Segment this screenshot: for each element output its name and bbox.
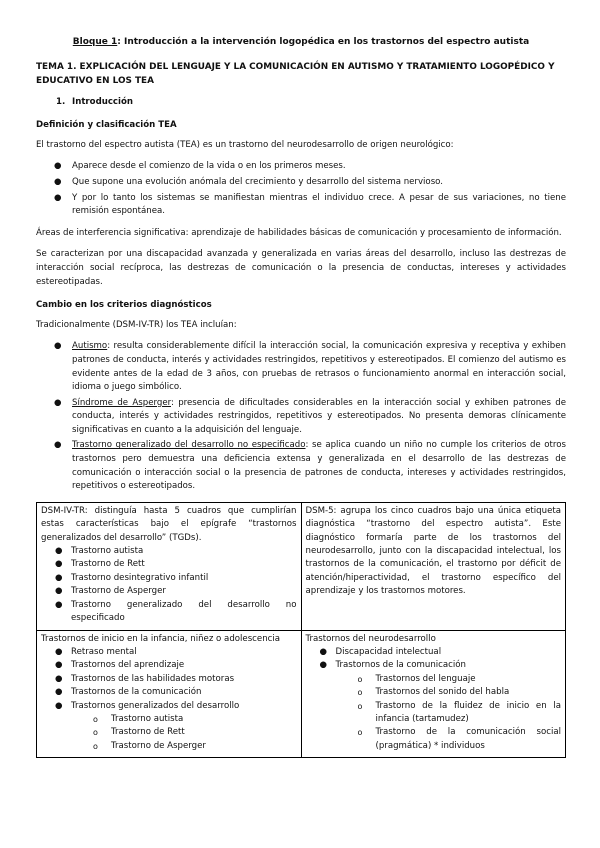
list-item xyxy=(41,585,297,598)
criterios-bullet-list xyxy=(36,340,566,494)
list-item-text: Trastorno autista xyxy=(111,713,184,724)
term-description: : presencia de dificultades considerables en la interacción social y exhiben patrones de conducta, interés y actividades restringidos, repetitivos y estereotipados. No presenta demoras clínicamente significativas en cuanto a la adquisición del lenguaje. xyxy=(72,397,566,435)
list-item-text: Trastorno de Asperger xyxy=(111,740,206,751)
list-item-text: Trastornos del sonido del habla xyxy=(375,687,510,698)
list-item xyxy=(41,700,297,713)
list-item-text: Y por lo tanto los sistemas se manifiestan mientras el individuo crece. A pesar de sus variaciones, no tiene remisión espontánea. xyxy=(72,192,566,217)
list-item xyxy=(306,646,562,659)
bullet-icon: ● xyxy=(55,660,63,671)
list-item xyxy=(36,192,566,219)
dsm5-text: DSM-5: agrupa los cinco cuadros bajo una única etiqueta diagnóstica “trastorno del espectro autista”. Este diagnóstico formaría parte de los trastornos del neurodesarrollo, junto con la discapacidad intelectual, los trastornos de la comunicación, el trastorno por déficit de atención/hiperactividad, el trastorno específico del aprendizaje y los trastornos motores. xyxy=(305,505,561,597)
list-item-text: Trastornos de las habilidades motoras xyxy=(71,673,235,684)
neurodesarrollo-title: Trastornos del neurodesarrollo xyxy=(305,633,436,644)
bullet-icon: ● xyxy=(54,161,62,172)
bullet-icon: ● xyxy=(54,341,62,352)
infancia-sublist xyxy=(41,713,297,753)
list-item-text: Trastorno generalizado del desarrollo no especificado xyxy=(71,599,297,624)
neurodesarrollo-sublist xyxy=(306,673,562,753)
infancia-list xyxy=(41,646,297,713)
paragraph-criterios-lead: Tradicionalmente (DSM-IV-TR) los TEA incluían: xyxy=(36,319,237,330)
bullet-icon: ● xyxy=(55,687,63,698)
list-item-text: Trastorno de Asperger xyxy=(71,586,166,597)
bullet-icon: ● xyxy=(55,572,63,583)
bullet-icon: ● xyxy=(54,192,62,203)
section-number: 1. xyxy=(56,96,66,107)
list-item xyxy=(41,599,297,626)
list-item-text: Trastornos de la comunicación xyxy=(335,660,466,671)
bullet-icon: ● xyxy=(319,646,327,657)
circle-bullet-icon: o xyxy=(93,741,98,751)
list-item xyxy=(41,673,297,686)
bullet-icon: ● xyxy=(55,700,63,711)
list-item xyxy=(36,340,566,394)
list-item xyxy=(36,176,566,190)
list-item xyxy=(41,545,297,558)
list-item-text: Que supone una evolución anómala del crecimiento y desarrollo del sistema nervioso. xyxy=(72,176,444,187)
paragraph-definicion-lead: El trastorno del espectro autista (TEA) es un trastorno del neurodesarrollo de origen neurológico: xyxy=(36,139,454,150)
list-item-text: Aparece desde el comienzo de la vida o en los primeros meses. xyxy=(72,161,346,172)
list-item-text: Trastorno autista xyxy=(71,546,144,557)
circle-bullet-icon: o xyxy=(93,728,98,738)
bloque-title: : Introducción a la intervención logopédica en los trastornos del espectro autista xyxy=(117,37,530,47)
document-page xyxy=(36,36,566,758)
term-tgd-no-especificado: Trastorno generalizado del desarrollo no especificado xyxy=(72,440,306,451)
table-cell-neurodesarrollo xyxy=(301,630,566,758)
list-item-text: Trastorno de Rett xyxy=(71,559,145,570)
list-item xyxy=(306,659,562,672)
list-item xyxy=(41,558,297,571)
infancia-title: Trastornos de inicio en la infancia, niñez o adolescencia xyxy=(41,633,281,644)
list-item xyxy=(306,673,562,686)
list-item-text: Trastorno de Rett xyxy=(111,727,185,738)
list-item-text: Trastornos del lenguaje xyxy=(375,673,476,684)
list-item xyxy=(41,572,297,585)
list-item-text: Discapacidad intelectual xyxy=(335,646,442,657)
bullet-icon: ● xyxy=(55,586,63,597)
circle-bullet-icon: o xyxy=(357,728,363,738)
list-item xyxy=(41,686,297,699)
comparison-table xyxy=(36,502,566,758)
subheading-criterios: Cambio en los criterios diagnósticos xyxy=(36,300,212,311)
list-item xyxy=(41,646,297,659)
table-row xyxy=(37,630,566,758)
paragraph-areas: Áreas de interferencia significativa: aprendizaje de habilidades básicas de comunicación y procesamiento de información. xyxy=(36,227,562,238)
dsm4-text: DSM-IV-TR: distinguía hasta 5 cuadros que cumplirían estas características bajo el epígrafe “trastornos generalizados del desarrollo” (TGDs). xyxy=(41,505,297,543)
list-item-text: Retraso mental xyxy=(71,646,137,657)
list-item-text: Trastorno de la fluidez de inicio en la infancia (tartamudez) xyxy=(375,700,561,724)
document-title xyxy=(36,36,566,50)
subheading-definicion: Definición y clasificación TEA xyxy=(36,120,177,131)
bullet-icon: ● xyxy=(54,440,62,451)
circle-bullet-icon: o xyxy=(357,688,363,698)
list-item xyxy=(36,160,566,174)
list-item xyxy=(41,659,297,672)
paragraph-caracterizan: Se caracterizan por una discapacidad avanzada y generalizada en varias áreas del desarrollo, incluso las destrezas de interacción social recíproca, las destrezas de comunicación o la presencia de conductas, intereses y actividades estereotipadas. xyxy=(36,249,566,287)
bullet-icon: ● xyxy=(54,176,62,187)
bullet-icon: ● xyxy=(55,599,63,610)
bloque-label: Bloque 1 xyxy=(72,37,118,47)
list-item xyxy=(41,740,297,753)
bullet-icon: ● xyxy=(54,397,62,408)
list-item-text: Trastorno desintegrativo infantil xyxy=(71,572,209,583)
list-item xyxy=(306,726,562,753)
tema-heading: TEMA 1. EXPLICACIÓN DEL LENGUAJE Y LA COMUNICACIÓN EN AUTISMO Y TRATAMIENTO LOGOPÉDICO Y EDUCATIVO EN LOS TEA xyxy=(36,61,555,86)
definicion-bullet-list xyxy=(36,160,566,218)
circle-bullet-icon: o xyxy=(93,714,98,724)
circle-bullet-icon: o xyxy=(357,701,363,711)
list-item xyxy=(36,439,566,493)
list-item xyxy=(306,686,562,699)
bullet-icon: ● xyxy=(319,660,327,671)
list-item-text: Trastornos del aprendizaje xyxy=(71,660,185,671)
list-item xyxy=(41,726,297,739)
section-label: Introducción xyxy=(72,96,133,107)
term-asperger: Síndrome de Asperger xyxy=(72,397,171,408)
list-item-text: Trastornos generalizados del desarrollo xyxy=(71,700,240,711)
list-item xyxy=(306,700,562,727)
dsm4-list xyxy=(41,545,297,625)
list-item-text: Trastorno de la comunicación social (pragmática) * individuos xyxy=(375,727,561,751)
list-item xyxy=(41,713,297,726)
list-item-text: Trastornos de la comunicación xyxy=(71,687,202,698)
bullet-icon: ● xyxy=(55,559,63,570)
table-cell-dsm4 xyxy=(37,502,302,630)
table-cell-infancia xyxy=(37,630,302,758)
circle-bullet-icon: o xyxy=(357,674,363,684)
table-cell-dsm5 xyxy=(301,502,566,630)
term-description: : se aplica cuando un niño no cumple los criterios de otros trastornos pero demuestra una deficiencia extensa y generalizada en el desarrollo de las destrezas de comunicación o interacción social o la presencia de patrones de conducta, intereses y actividades restringidos, repetitivos o estereotipados. xyxy=(72,440,567,492)
bullet-icon: ● xyxy=(55,673,63,684)
bullet-icon: ● xyxy=(55,646,63,657)
list-item xyxy=(36,397,566,438)
neurodesarrollo-list xyxy=(306,646,562,673)
term-autismo: Autismo xyxy=(72,341,108,352)
section-heading-introduccion xyxy=(56,96,566,110)
table-row xyxy=(37,502,566,630)
bullet-icon: ● xyxy=(55,546,63,557)
term-description: : resulta considerablemente difícil la interacción social, la comunicación expresiva y receptiva y exhiben patrones de conducta, interés y actividades restringidos, repetitivos y estereotipados. El comienzo del autismo es evidente antes de la edad de 3 años, con pruebas de retrasos o funcionamiento anormal en interacción social, idioma o juego simbólico. xyxy=(72,341,566,393)
